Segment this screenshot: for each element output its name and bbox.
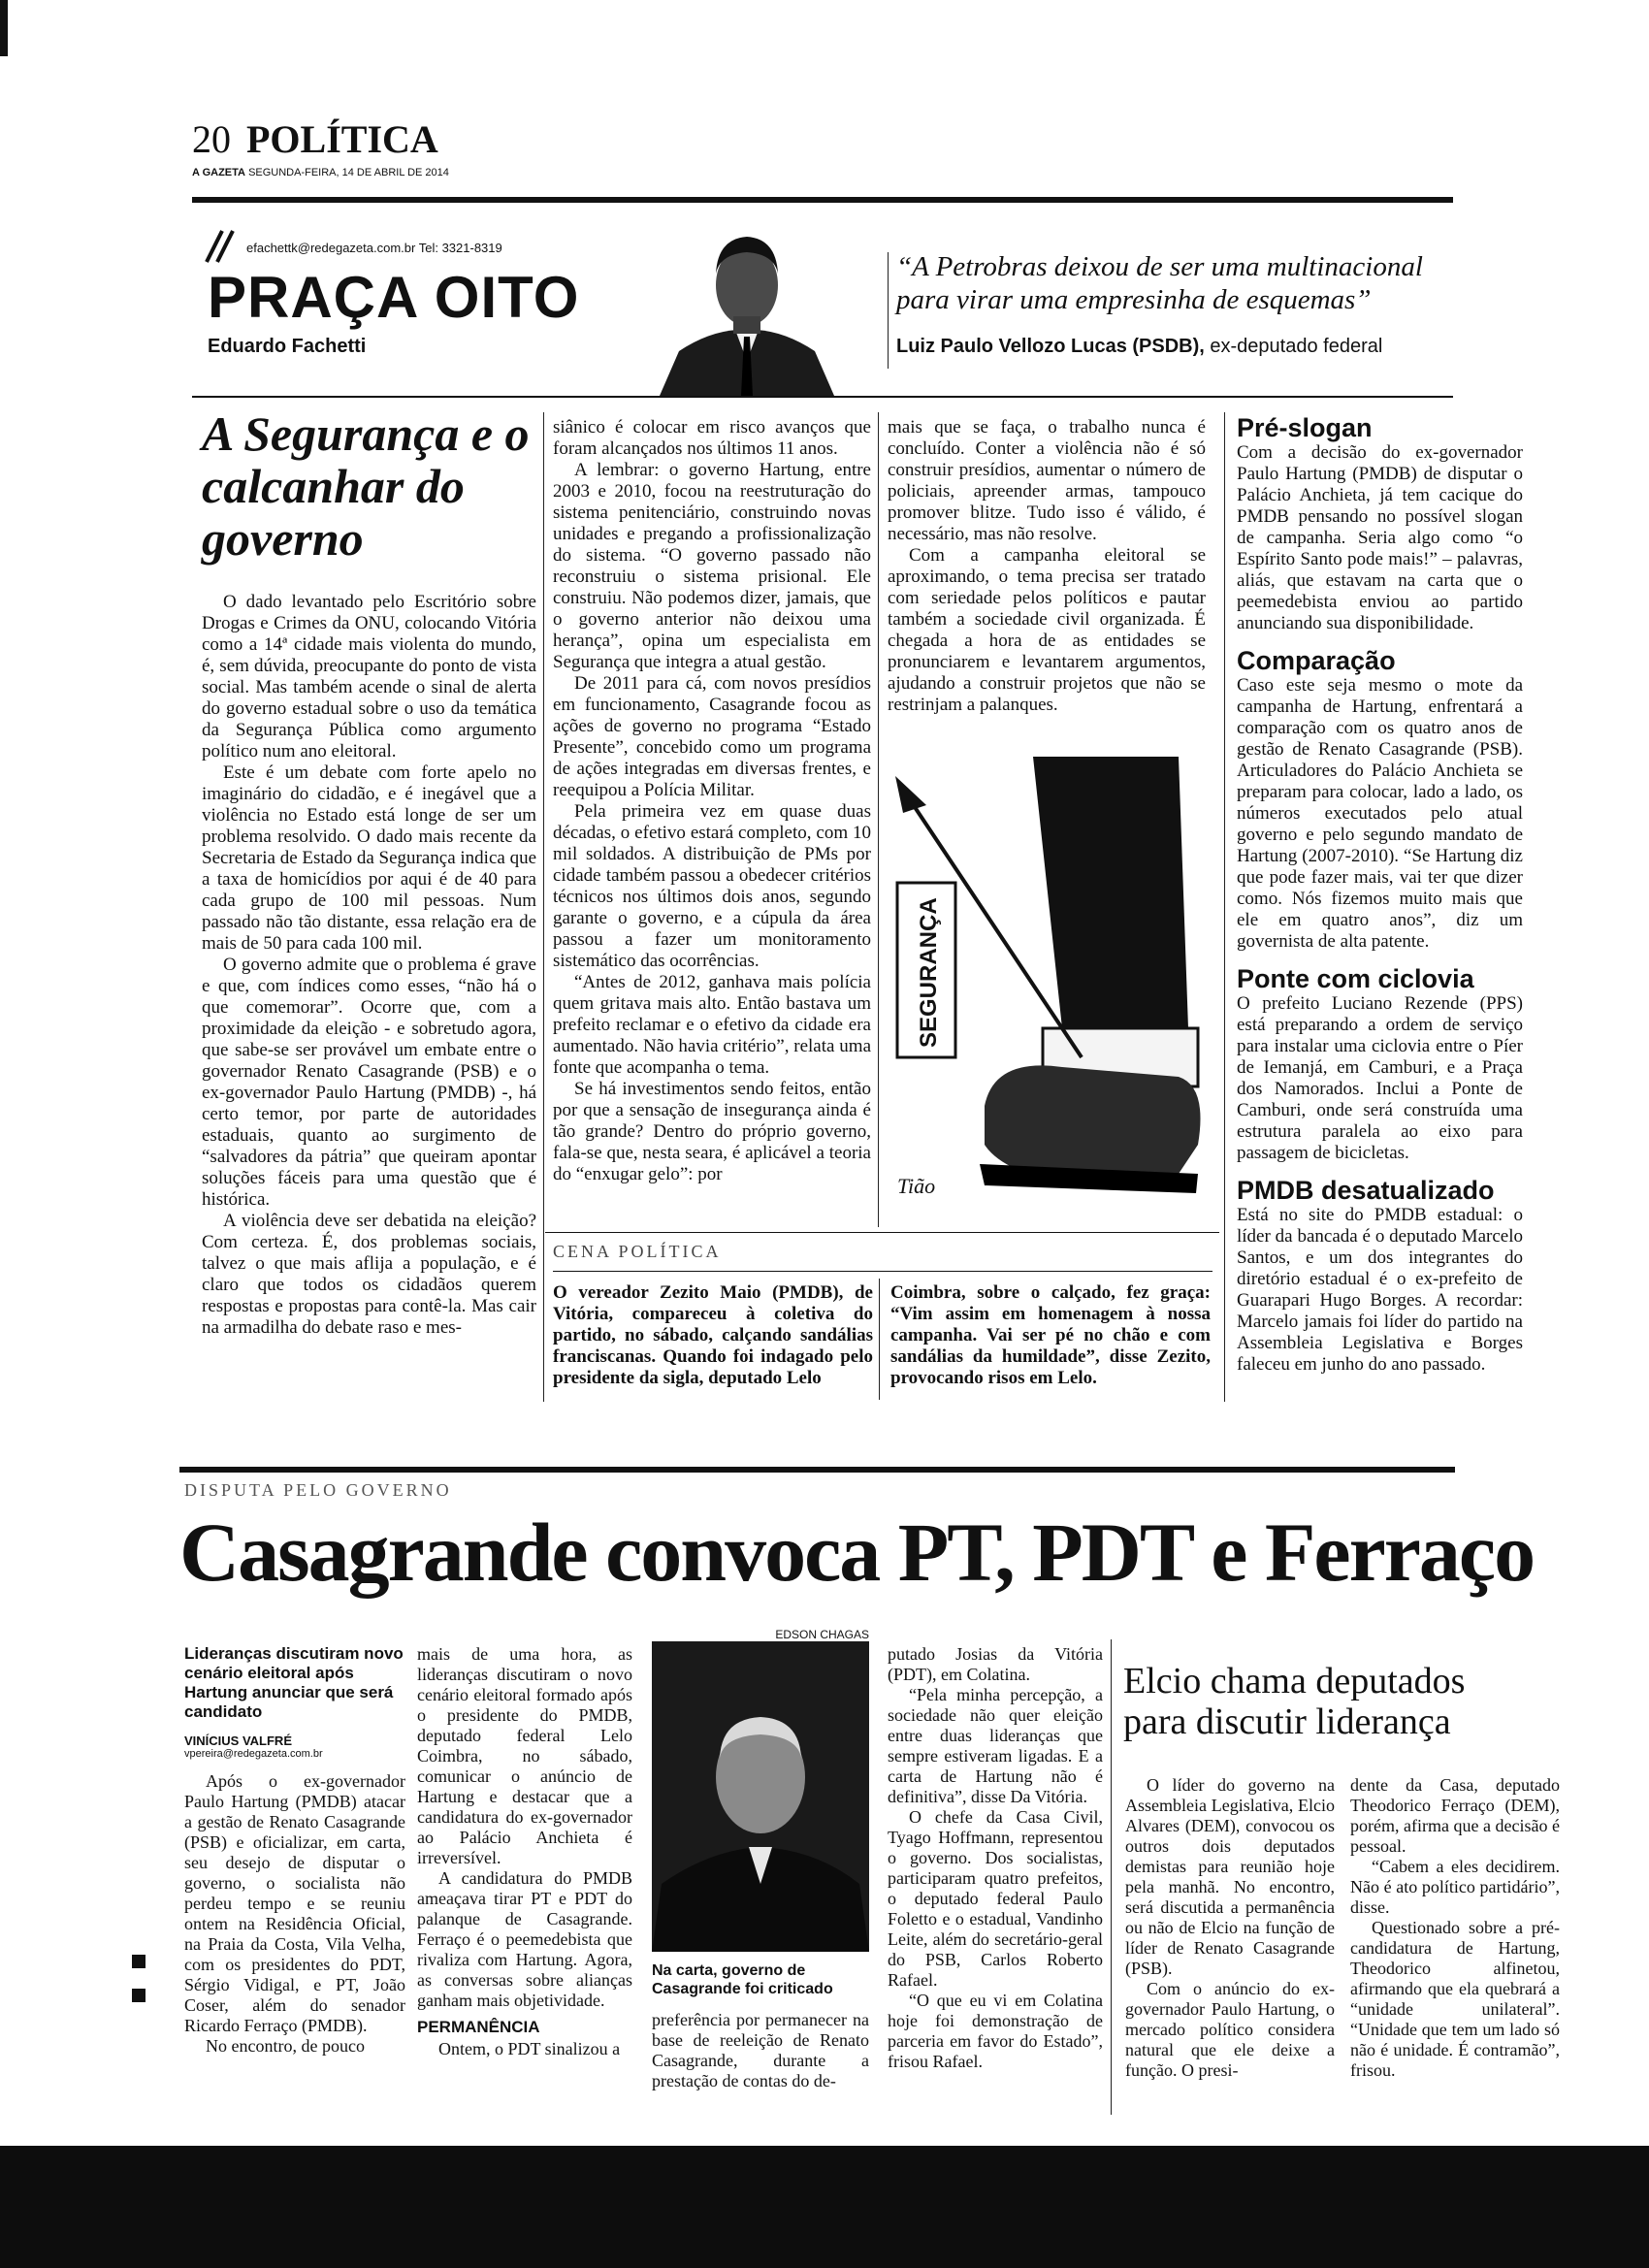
second-headline: Casagrande convoca PT, PDT e Ferraço: [179, 1506, 1535, 1599]
photo-caption: Na carta, governo de Casagrande foi criticado: [652, 1962, 833, 1997]
side-article-divider: [1111, 1639, 1112, 2115]
main-col1-p1: O dado levantado pelo Escritório sobre Drogas e Crimes da ONU, colocando Vitória como a 14ª cidade mais violenta do mundo, é, sem dúvida, preocupante do ponto de vista social. Mas também acende o sinal de alerta do governo estadual sobre o uso da temática da Segurança Pública como argumento político num ano eleitoral.: [202, 592, 536, 761]
cena-label-rule: [553, 1271, 1212, 1272]
page-header: [192, 114, 1453, 182]
slash-logo-icon: [204, 229, 235, 264]
cena-divider: [879, 1279, 880, 1400]
header-rule: [192, 197, 1453, 203]
byline-email: vpereira@redegazeta.com.br: [184, 1748, 323, 1760]
note-body: Está no site do PMDB estadual: o líder da bancada é o deputado Marcelo Santos, e um dos integrantes do diretório estadual é o ex-prefeito de Guarapari Hugo Borges. A recordar: Marcelo jamais foi líder do partido na Assembleia Legislativa e Borges faleceu em junho do ano passado.: [1237, 1205, 1523, 1375]
section-separator: [179, 1467, 1455, 1473]
second-col2-p3: Ontem, o PDT sinalizou a: [438, 2039, 621, 2058]
second-col-3: [652, 1628, 869, 2091]
side-col-1: [1125, 1775, 1335, 2081]
note-title: PMDB desatualizado: [1237, 1176, 1495, 1205]
photo-credit: EDSON CHAGAS: [775, 1628, 869, 1641]
cartoon-signature: Tião: [897, 1174, 936, 1198]
column-contact: efachettk@redegazeta.com.br Tel: 3321-8319: [246, 241, 502, 255]
main-col-3: [888, 417, 1206, 716]
deck: Lideranças discutiram novo cenário eleitoral após Hartung anunciar que será candidato: [184, 1644, 404, 1721]
main-col-divider-1: [543, 412, 544, 1402]
edition-date: SEGUNDA-FEIRA, 14 DE ABRIL DE 2014: [248, 167, 449, 178]
banner-bottom-rule: [192, 396, 1453, 398]
main-col1-p3: O governo admite que o problema é grave e que, com índices como esses, “não há o que comemorar”. Ocorre que, com a proximidade da eleição - e sobretudo agora, que sabe-se ser provável um embate entre o governador Renato Casagrande (PSB) e o ex-governador Paulo Hartung (PMDB) -, há certo temor, por parte de autoridades estaduais, quanto ao surgimento de “salvadores da pátria” que queiram apontar soluções fáceis para uma questão que é histórica.: [202, 955, 536, 1210]
second-col1-p2: No encontro, de pouco: [206, 2036, 365, 2056]
scan-edge-mark: [0, 0, 8, 56]
main-col2-p3: De 2011 para cá, com novos presídios em funcionamento, Casagrande focou as ações de governo no programa “Estado Presente”, concebido como um programa de ações integradas em diversas frentes, e reequipou a Polícia Militar.: [553, 673, 871, 800]
second-col3-p1: preferência por permanecer na base de reeleição de Renato Casagrande, durante a prestação de contas do de-: [652, 2010, 869, 2090]
cena-left: O vereador Zezito Maio (PMDB), de Vitória, compareceu à coletiva do partido, no sábado, calçando sandálias franciscanas. Quando foi indagado pelo presidente da sigla, deputado Lelo: [553, 1282, 873, 1388]
margin-mark: [132, 1955, 146, 1968]
featured-quote: “A Petrobras deixou de ser uma multinacional para virar uma empresinha de esquemas”: [896, 251, 1423, 315]
main-headline: A Segurança e o calcanhar do governo: [202, 406, 530, 566]
cena-top-rule: [545, 1232, 1219, 1233]
security-cartoon: [888, 737, 1208, 1213]
side-col-2: [1350, 1775, 1560, 2081]
cena-right: Coimbra, sobre o calçado, fez graça: “Vim assim em homenagem à nossa campanha. Vai ser pé no chão e com sandálias da humildade”, disse Zezito, provocando risos em Lelo.: [890, 1282, 1211, 1388]
side-col2-p3: Questionado sobre a pré-candidatura de Hartung, Theodorico alfinetou, afirmando que ela quebrará a “unidade unilateral”. “Unidade que tem um lado só não é unidade. É contramão”, frisou.: [1350, 1918, 1560, 2080]
column-author: Eduardo Fachetti: [208, 336, 367, 357]
second-col4-p3: O chefe da Casa Civil, Tyago Hoffmann, representou o governo. Dos socialistas, participaram quatro prefeitos, o deputado federal Paulo Foletto e o estadual, Vandinho Leite, além do secretário-geral do PSB, Carlos Roberto Rafael.: [888, 1807, 1103, 1990]
second-col-2: [417, 1644, 632, 2059]
second-col4-p1: putado Josias da Vitória (PDT), em Colatina.: [888, 1644, 1103, 1684]
side-col1-p1: O líder do governo na Assembleia Legislativa, Elcio Alvares (DEM), convocou os outros dois deputados demistas para reunião hoje pela manhã. No encontro, será discutida a permanência ou não de Elcio na função de líder de Renato Casagrande (PSB).: [1125, 1775, 1335, 1978]
note-body: Caso este seja mesmo o mote da campanha de Hartung, enfrentará a comparação com os quatro anos de gestão de Renato Casagrande (PSB). Articuladores do Palácio Anchieta se preparam para colocar, lado a lado, os números executados pelo atual governo e pelo segundo mandato de Hartung (2007-2010). “Se Hartung diz que pode fazer mais, vai ter que dizer como. Nós fizemos muito mais que ele em quatro anos”, diz um governista de alta patente.: [1237, 675, 1523, 952]
main-col2-p5: “Antes de 2012, ganhava mais polícia quem gritava mais alto. Então bastava um prefeito reclamar e o efetivo da cidade era aumentado. Não havia critério”, relata uma fonte que acompanha o tema.: [553, 972, 871, 1078]
side-col2-p2: “Cabem a eles decidirem. Não é ato político partidário”, disse.: [1350, 1857, 1560, 1917]
side-col2-p1: dente da Casa, deputado Theodorico Ferraço (DEM), porém, afirma que a decisão é pessoal.: [1350, 1775, 1560, 1856]
second-col4-p4: “O que eu vi em Colatina hoje foi demonstração de parceria em favor do Estado”, frisou Rafael.: [888, 1991, 1103, 2071]
second-col2-p1: mais de uma hora, as lideranças discutiram o novo cenário eleitoral formado após o presidente do PMDB, deputado federal Lelo Coimbra, no sábado, comunicar o anúncio de Hartung e destacar que a candidatura do ex-governador ao Palácio Anchieta é irreversível.: [417, 1644, 632, 1867]
columnist-portrait: [650, 215, 844, 396]
main-col2-p2: A lembrar: o governo Hartung, entre 2003 e 2010, focou na reestruturação do sistema penitenciário, construindo novas unidades e pregando a profissionalização do sistema. “O governo passado não reconstruiu o sistema prisional. Ele construiu. Não podemos dizer, jamais, que o governo anterior não deixou uma herança”, opina um especialista em Segurança que integra a atual gestão.: [553, 460, 871, 672]
notes-divider: [1224, 412, 1225, 1402]
margin-mark: [132, 1989, 146, 2002]
byline: VINÍCIUS VALFRÉ: [184, 1733, 292, 1748]
side-headline: Elcio chama deputados para discutir liderança: [1123, 1661, 1466, 1742]
second-col-4: [888, 1644, 1103, 2072]
notes-column: [1237, 413, 1523, 1387]
cartoon-label: SEGURANÇA: [916, 897, 942, 1048]
page-number: 20: [192, 117, 231, 161]
quote-author-role: ex-deputado federal: [1204, 336, 1383, 357]
main-col-1: [202, 592, 536, 1339]
banner-divider: [888, 252, 889, 369]
note-title: Comparação: [1237, 646, 1396, 675]
second-col4-p2: “Pela minha percepção, a sociedade não quer eleição entre duas lideranças que sempre estiveram ligadas. E a carta de Hartung não é definitiva”, disse Da Vitória.: [888, 1685, 1103, 1806]
note-title: Ponte com ciclovia: [1237, 964, 1474, 993]
main-col3-p1: mais que se faça, o trabalho nunca é concluído. Conter a violência não é só construir presídios, aumentar o número de policiais, apreender armas, tampouco promover blitze. Tudo isso é válido, é necessário, mas não resolve.: [888, 417, 1206, 544]
main-col3-p2: Com a campanha eleitoral se aproximando, o tema precisa ser tratado com seriedade pelos políticos e pautar também a sociedade civil organizada. É chegada a hora de as entidades se pronunciarem e levantarem argumentos, ajudando a construir projetos que não se restrinjam a palanques.: [888, 545, 1206, 715]
note-body: O prefeito Luciano Rezende (PPS) está preparando a ordem de serviço para instalar uma ciclovia entre o Píer de Iemanjá, em Camburi, e a Praça dos Namorados. Inclui a Ponte de Camburi, onde será construída uma estrutura paralela ao eixo para passagem de bicicletas.: [1237, 993, 1523, 1163]
kicker: DISPUTA PELO GOVERNO: [184, 1480, 452, 1500]
note-title: Pré-slogan: [1237, 413, 1373, 442]
main-col1-p2: Este é um debate com forte apelo no imaginário do cidadão, e é inegável que a violência no Estado está longe de ser um problema resolvido. O dado mais recente da Secretaria de Estado da Segurança indica que a taxa de homicídios por aqui é de 40 para cada grupo de 100 mil pessoas. Num passado não tão distante, essa relação era de mais de 50 para cada 100 mil.: [202, 762, 537, 954]
casagrande-photo: [652, 1641, 869, 1952]
section-name: POLÍTICA: [246, 117, 438, 161]
quote-author: Luiz Paulo Vellozo Lucas (PSDB),: [896, 336, 1205, 357]
main-col-2: [553, 417, 871, 1185]
main-col2-p4: Pela primeira vez em quase duas décadas, o efetivo estará completo, com 10 mil soldados. A distribuição de PMs por cidade também passou a obedecer critérios técnicos nos últimos dois anos, segundo garante o governo, e a cúpula da área passou a fazer um monitoramento sistemático das ocorrências.: [553, 801, 871, 971]
scan-bottom-band: [0, 2146, 1649, 2268]
publication-name: A GAZETA: [192, 167, 245, 178]
second-col1-p1: Após o ex-governador Paulo Hartung (PMDB) atacar a gestão de Renato Casagrande (PSB) e oficializar, em carta, seu desejo de disputar o governo, o socialista não perdeu tempo e se reuniu ontem na Residência Oficial, na Praia da Costa, Vila Velha, com os presidentes do PDT, Sérgio Vidigal, e PT, João Coser, além do senador Ricardo Ferraço (PMDB).: [184, 1771, 405, 2035]
second-col2-p2: A candidatura do PMDB ameaçava tirar PT e PDT do palanque de Casagrande. Ferraço é o peemedebista que rivaliza com Hartung. Agora, as conversas sobre alianças ganham mais objetividade.: [417, 1868, 632, 2010]
cena-label: CENA POLÍTICA: [553, 1242, 722, 1261]
second-col2-subhead: PERMANÊNCIA: [417, 2018, 540, 2036]
main-col2-p1: siânico é colocar em risco avanços que foram alcançados nos últimos 11 anos.: [553, 417, 871, 459]
second-col-1: [184, 1644, 405, 2057]
main-col-divider-2: [878, 412, 879, 1227]
note-body: Com a decisão do ex-governador Paulo Hartung (PMDB) de disputar o Palácio Anchieta, já tem cacique do PMDB pensando no possível slogan de campanha. Seria algo como “o Espírito Santo pode mais!” – palavras, aliás, que estavam na carta que o peemedebista enviou ao partido anunciando sua disponibilidade.: [1237, 442, 1523, 633]
column-banner: [204, 211, 1455, 396]
side-col1-p2: Com o anúncio do ex-governador Paulo Hartung, o mercado político considera natural que ele deixe a função. O presi-: [1125, 1979, 1335, 2080]
main-col1-p4: A violência deve ser debatida na eleição? Com certeza. É, dos problemas sociais, talvez o que mais aflija a população, e é claro que todos os cidadãos querem respostas e propostas para contê-la. Mas cair na armadilha do debate raso e mes-: [202, 1211, 536, 1338]
main-col2-p6: Se há investimentos sendo feitos, então por que a sensação de insegurança ainda é tão grande? Dentro do próprio governo, fala-se que, nesta seara, é aplicável a teoria do “enxugar gelo”: por: [553, 1079, 871, 1184]
column-name: PRAÇA OITO: [208, 265, 580, 330]
